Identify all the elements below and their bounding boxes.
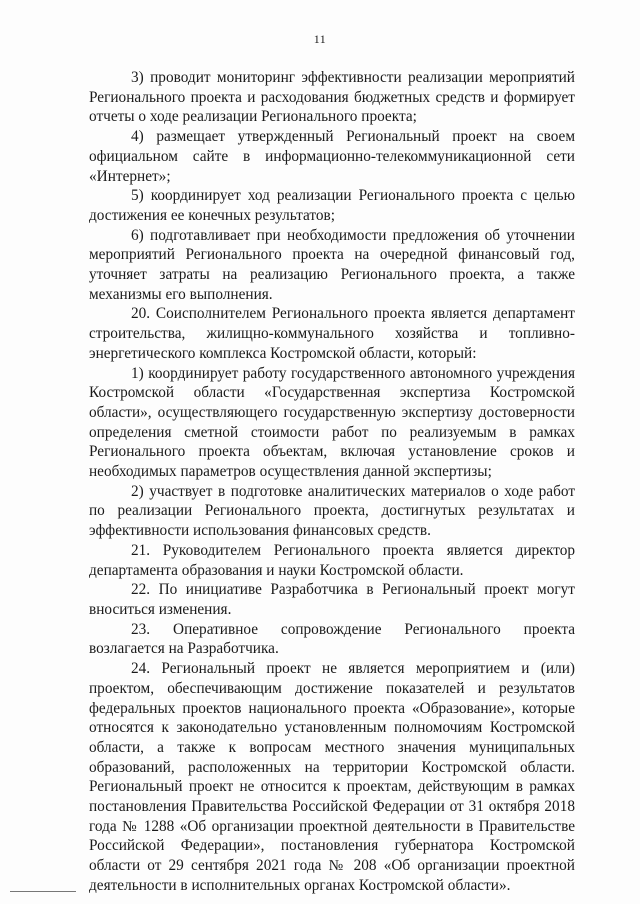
- paragraph-item-3: 3) проводит мониторинг эффективности реализации мероприятий Регионального проекта и расходования бюджетных средств и формирует отчеты о ходе реализации Регионального проекта;: [89, 69, 575, 126]
- paragraph-section-21: 21. Руководителем Регионального проекта является директор департамента образования и науки Костромской области.: [89, 541, 575, 579]
- paragraph-item-5: 5) координирует ход реализации Регионального проекта с целью достижения ее конечных результатов;: [89, 187, 575, 224]
- paragraph-item-6: 6) подготавливает при необходимости предложения об уточнении мероприятий Регионального проекта на очередной финансовый год, уточняет затраты на реализацию Регионального проекта, а также механизмы его выполнения.: [89, 226, 575, 303]
- document-body: [89, 68, 575, 896]
- paragraph-section-22: 22. По инициативе Разработчика в Региональный проект могут вноситься изменения.: [89, 581, 575, 618]
- paragraph-section-20-item-1: 1) координирует работу государственного автономного учреждения Костромской области «Государственная экспертиза Костромской области», осуществляющего государственную экспертизу достоверности определения сметной стоимости работ по реализуемым в рамках Регионального проекта объектам, включая установление сроков и необходимых параметров осуществления данной экспертизы;: [89, 364, 575, 481]
- page-number: 11: [313, 32, 327, 46]
- paragraph-item-4: 4) размещает утвержденный Региональный проект на своем официальном сайте в информационно-телекоммуникационной сети «Интернет»;: [89, 128, 575, 185]
- paragraph-section-20-item-2: 2) участвует в подготовке аналитических материалов о ходе работ по реализации Регионального проекта, достигнутых результатах и эффективности использования финансовых средств.: [89, 482, 575, 540]
- paragraph-section-20: 20. Соисполнителем Регионального проекта является департамент строительства, жилищно-коммунального хозяйства и топливно-энергетического комплекса Костромской области, который:: [89, 305, 575, 362]
- footer-rule: [10, 891, 76, 892]
- paragraph-section-24: 24. Региональный проект не является мероприятием и (или) проектом, обеспечивающим достижение показателей и результатов федеральных проектов национального проекта «Образование», которые относятся к законодательно установленным полномочиям Костромской области, а также к вопросам местного значения муниципальных образований, расположенных на территории Костромской области. Региональный проект не относится к проектам, действующим в рамках постановления Правительства Российской Федерации от 31 октября 2018 года № 1288 «Об организации проектной деятельности в Правительстве Российской Федерации», постановления губернатора Костромской области от 29 сентября 2021 года № 208 «Об организации проектной деятельности в исполнительных органах Костромской области».: [89, 660, 575, 894]
- paragraph-section-23: 23. Оперативное сопровождение Регионального проекта возлагается на Разработчика.: [89, 620, 575, 658]
